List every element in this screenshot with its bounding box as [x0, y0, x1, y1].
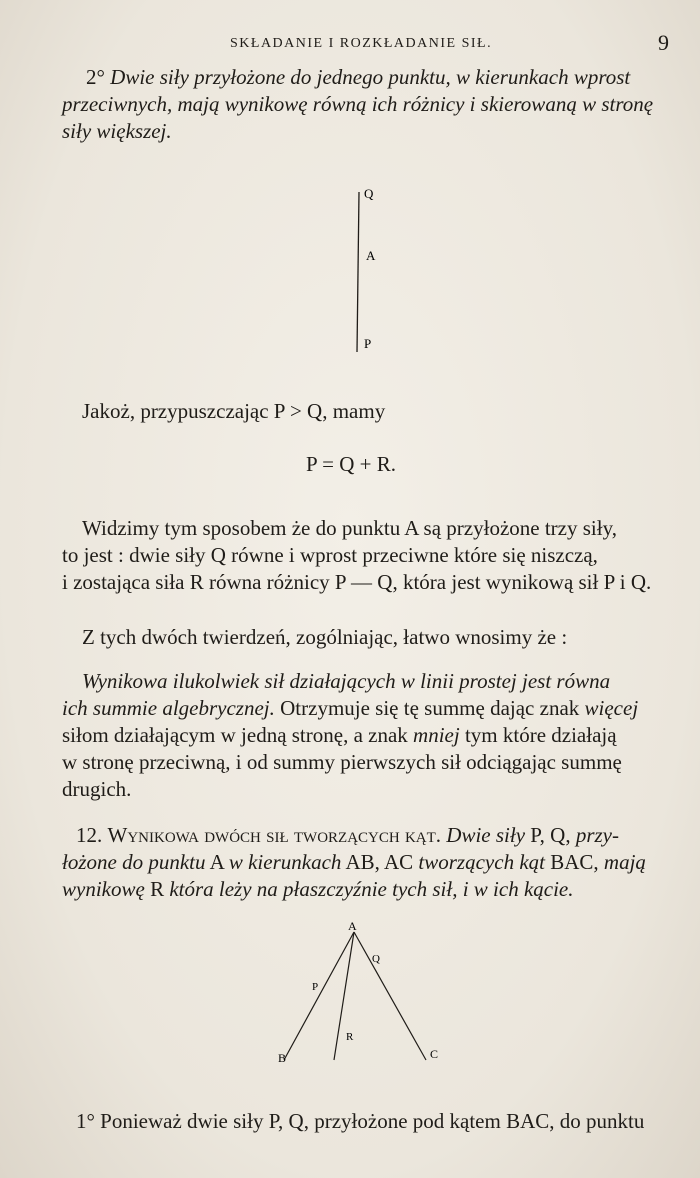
section-12-l2-italic: łożone do punktu — [62, 850, 206, 874]
section-12-l3-roman: R — [144, 877, 170, 901]
section-12-l2-roman: A — [205, 850, 229, 874]
section-12 — [62, 822, 672, 903]
rule-line-3a: siłom działającym w jedną stronę, a znak — [62, 723, 414, 747]
figure-collinear-forces — [330, 180, 410, 360]
rule-word-wiecej: więcej — [584, 696, 639, 720]
section-12-l2-italic3: tworzących kąt — [418, 850, 545, 874]
widzimy-line-2: to jest : dwie siły Q równe i wprost przeciwne które się niszczą, — [62, 543, 598, 567]
running-head: SKŁADANIE I ROZKŁADANIE SIŁ. — [230, 36, 493, 51]
rule-line-5: drugich. — [62, 777, 132, 801]
label-a: A — [348, 920, 357, 933]
label-q: Q — [372, 953, 380, 965]
rule-italic-2: ich summie algebrycznej. — [62, 696, 275, 720]
label-b: B — [278, 1051, 287, 1065]
widzimy-line-1: Widzimy tym sposobem że do punktu A są przyłożone trzy siły, — [82, 516, 617, 540]
label-r: R — [346, 1031, 354, 1043]
paragraph-z-tych — [62, 624, 672, 651]
rule-word-mniej: mniej — [413, 723, 460, 747]
rule-line-4: w stronę przeciwną, i od summy pierwszych sił odciągając summę — [62, 750, 622, 774]
rule-line-1: Wynikowa ilukolwiek sił działających w linii prostej jest równa — [82, 669, 611, 693]
line-ac — [354, 932, 426, 1060]
force-line — [357, 192, 359, 352]
section-12-l1-italic: Dwie siły — [446, 823, 526, 847]
label-c: C — [430, 1047, 439, 1061]
formula: P = Q + R. — [306, 452, 397, 476]
section-12-l1-roman: P, Q, — [525, 823, 576, 847]
rule-line-3b: tym które działają — [459, 723, 617, 747]
section-12-l2-italic2: w kierunkach — [228, 850, 342, 874]
widzimy-line-3: i zostająca siła R równa różnicy P — Q, która jest wynikową sił P i Q. — [62, 570, 652, 594]
section-12-l2-roman3: BAC, — [544, 850, 604, 874]
section-12-l2-roman2: AB, AC — [341, 850, 419, 874]
label-a: A — [366, 248, 376, 263]
section-12-l2-italic4: mają — [603, 850, 646, 874]
paragraph-jakoz — [62, 398, 672, 425]
paragraph-theorem-2 — [62, 64, 672, 145]
figure-angle-forces — [270, 920, 450, 1070]
page-header — [0, 30, 700, 60]
z-tych-line: Z tych dwóch twierdzeń, zogólniając, łatwo wnosimy że : — [82, 625, 568, 649]
label-p: P — [312, 981, 319, 993]
section-12-l3-italic2: która leży na płaszczyźnie tych sił, i w ich kącie. — [169, 877, 574, 901]
paragraph-widzimy — [62, 515, 672, 596]
theorem-line-2: przeciwnych, mają wynikowę równą ich różnicy i skierowaną w stronę — [62, 92, 654, 116]
paragraph-rule — [62, 668, 672, 803]
paragraph-final — [62, 1108, 672, 1135]
jakoz-line: Jakoż, przypuszczając P > Q, mamy — [82, 399, 386, 423]
section-title: Wynikowa dwóch sił tworzących kąt. — [107, 823, 442, 847]
section-number: 12. — [76, 823, 103, 847]
rule-line-2-rest: Otrzymuje się tę summę dając znak — [274, 696, 585, 720]
theorem-line-3: siły większej. — [62, 119, 172, 143]
label-q: Q — [364, 186, 374, 201]
section-12-l3-italic: wynikowę — [62, 877, 145, 901]
label-p: P — [364, 336, 372, 351]
page-number: 9 — [658, 30, 669, 55]
theorem-marker: 2° — [86, 65, 105, 89]
theorem-line-1: Dwie siły przyłożone do jednego punktu, w kierunkach wprost — [110, 65, 631, 89]
section-12-l1-italic2: przy- — [575, 823, 619, 847]
final-line: 1° Ponieważ dwie siły P, Q, przyłożone pod kątem BAC, do punktu — [76, 1109, 645, 1133]
